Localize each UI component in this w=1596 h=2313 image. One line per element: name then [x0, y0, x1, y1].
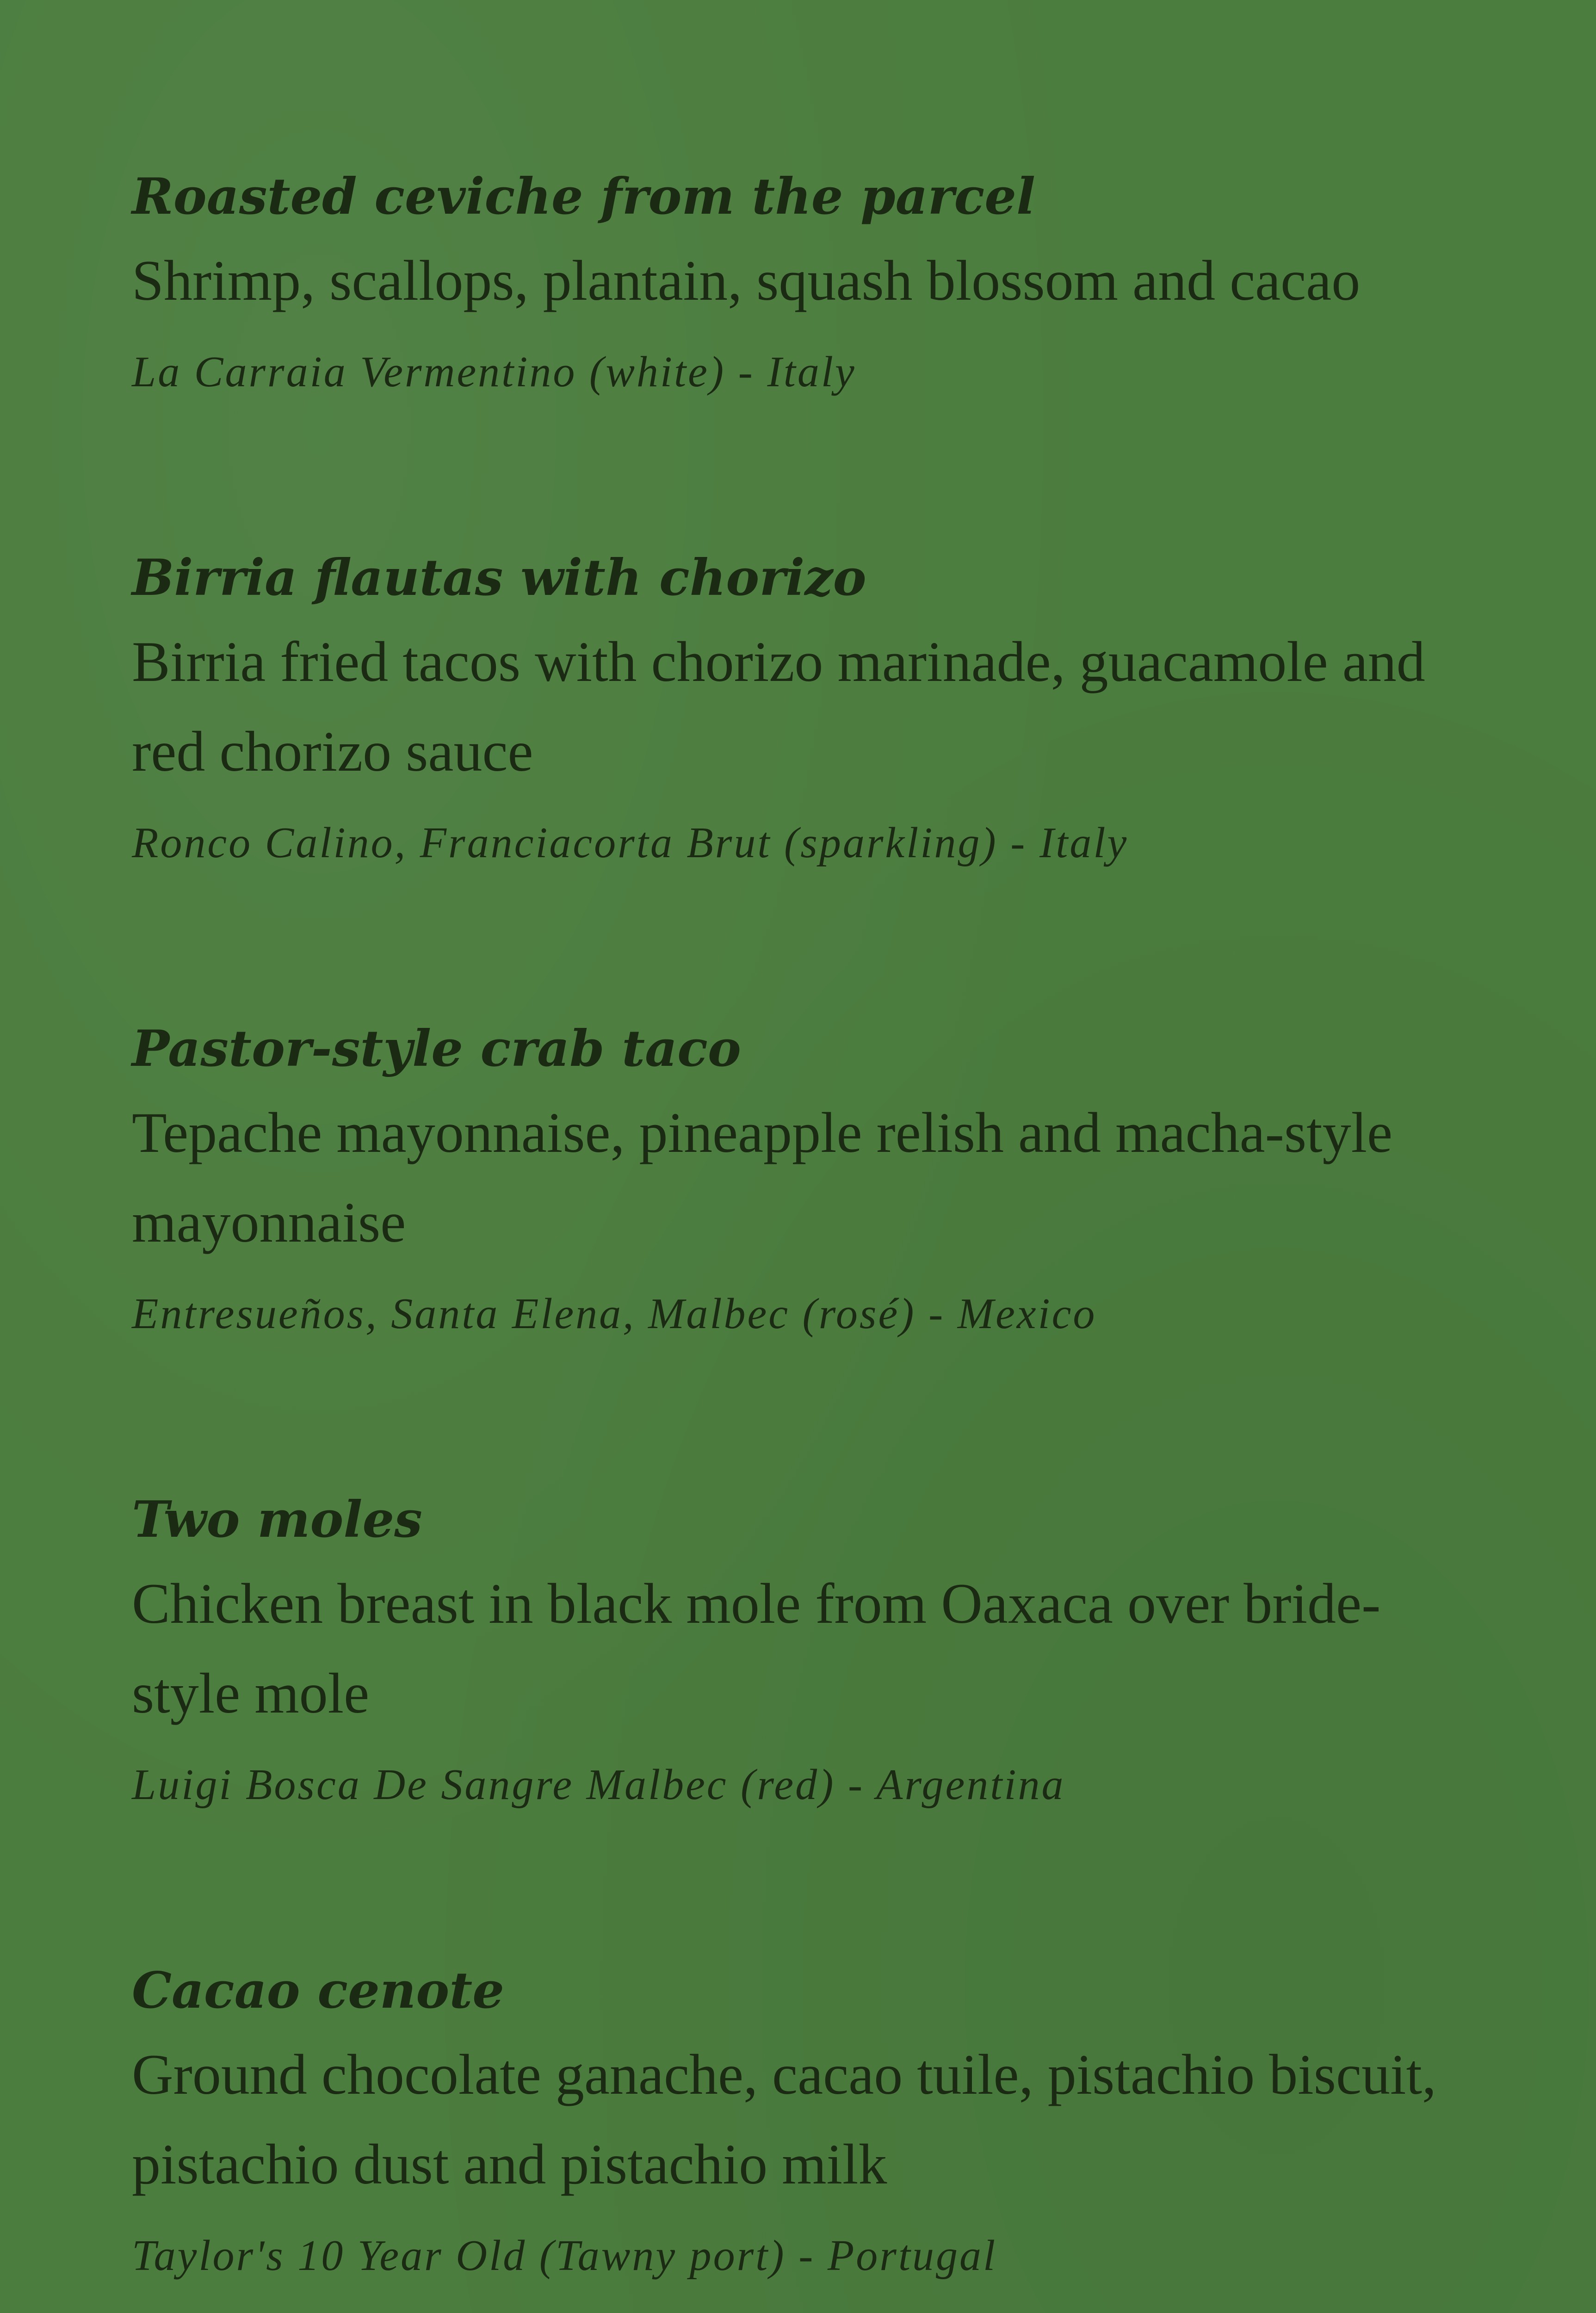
course-description: Tepache mayonnaise, pineapple relish and macha-style mayonnaise — [132, 1101, 1393, 1254]
course-description: Chicken breast in black mole from Oaxaca over bride-style mole — [132, 1572, 1381, 1725]
course-item — [132, 1951, 1473, 2302]
wine-pairing: Luigi Bosca De Sangre Malbec (red) - Argentina — [132, 1761, 1065, 1809]
course-description: Ground chocolate ganache, cacao tuile, pistachio biscuit, pistachio dust and pistachio milk — [132, 2043, 1436, 2196]
course-title: Birria flautas with chorizo — [132, 549, 866, 607]
course-item — [132, 1009, 1473, 1360]
course-item — [132, 157, 1473, 418]
course-title: Cacao cenote — [132, 1961, 504, 2020]
course-description: Birria fried tacos with chorizo marinade, guacamole and red chorizo sauce — [132, 630, 1425, 783]
menu-course-list — [132, 157, 1473, 2302]
course-title: Two moles — [132, 1490, 422, 1549]
course-item — [132, 538, 1473, 889]
course-description: Shrimp, scallops, plantain, squash blossom and cacao — [132, 249, 1361, 312]
wine-pairing: Taylor's 10 Year Old (Tawny port) - Portugal — [132, 2232, 997, 2280]
wine-pairing: Ronco Calino, Franciacorta Brut (sparkling) - Italy — [132, 819, 1129, 867]
course-title: Roasted ceviche from the parcel — [132, 167, 1036, 226]
course-title: Pastor-style crab taco — [132, 1020, 741, 1078]
wine-pairing: La Carraia Vermentino (white) - Italy — [132, 348, 856, 396]
course-item — [132, 1480, 1473, 1831]
wine-pairing: Entresueños, Santa Elena, Malbec (rosé) - Mexico — [132, 1290, 1097, 1338]
